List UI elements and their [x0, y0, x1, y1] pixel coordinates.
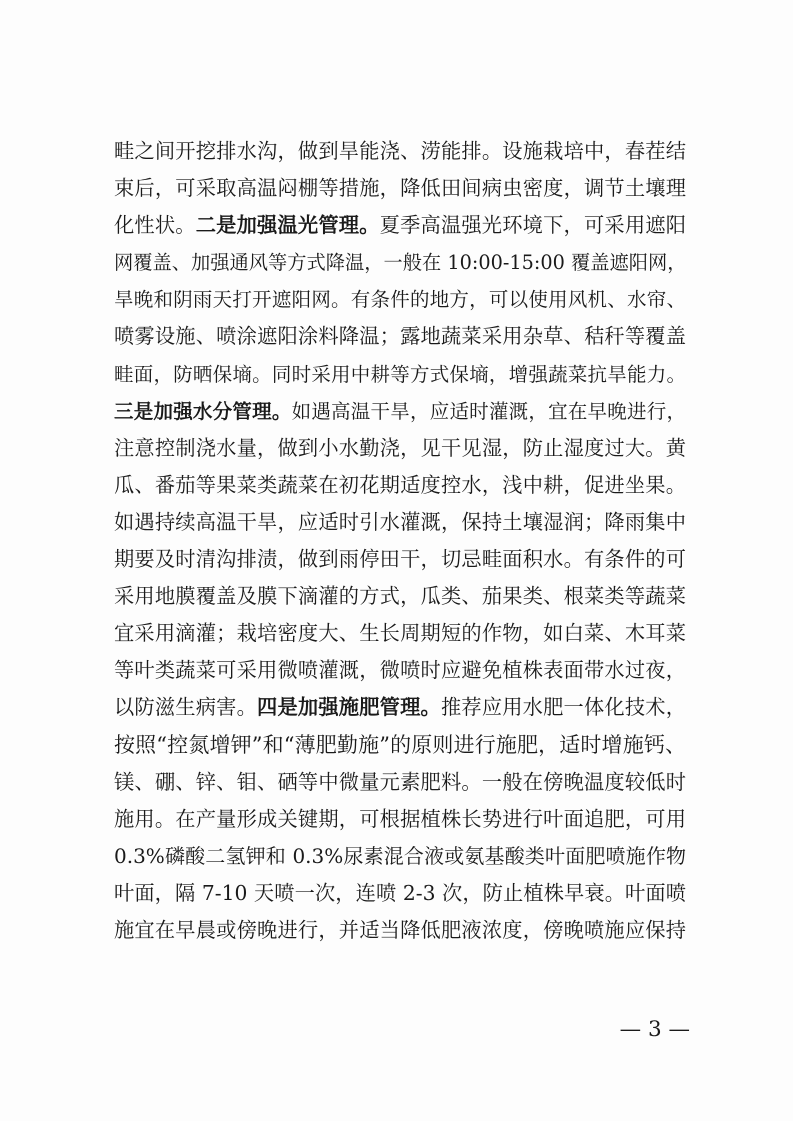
text-line	[114, 838, 686, 875]
page-number: — 3 —	[619, 1017, 690, 1042]
text-segment: 夏季高温强光环境下，可采用遮阳	[379, 213, 686, 238]
text-line	[114, 318, 686, 355]
text-segment: 以防滋生病害。	[114, 695, 258, 720]
text-line	[114, 689, 686, 726]
text-segment: 瓜、番茄等果菜类蔬菜在初花期适度控水，浅中耕，促进坐果。	[114, 472, 686, 497]
text-line	[114, 356, 686, 393]
bold-heading-phrase: 二是加强温光管理。	[195, 213, 380, 238]
bold-heading-phrase: 四是加强施肥管理。	[257, 695, 441, 720]
bold-heading-phrase: 三是加强水分管理。	[114, 399, 292, 423]
text-segment: 推荐应用水肥一体化技术，	[440, 695, 686, 720]
text-line	[114, 652, 686, 689]
text-line	[114, 541, 686, 578]
text-line	[114, 207, 686, 244]
text-segment: 期要及时清沟排渍，做到雨停田干，切忌畦面积水。有条件的可	[114, 547, 686, 572]
text-segment: 如遇高温干旱，应适时灌溉，宜在早晚进行，	[291, 399, 686, 423]
text-segment: 注意控制浇水量，做到小水勤浇，见干见湿，防止湿度过大。黄	[114, 435, 686, 460]
text-line	[114, 615, 686, 652]
text-segment: 采用地膜覆盖及膜下滴灌的方式，瓜类、茄果类、根菜类等蔬菜	[114, 584, 686, 609]
text-line	[114, 430, 686, 467]
text-segment: 束后，可采取高温闷棚等措施，降低田间病虫密度，调节土壤理	[114, 176, 686, 201]
text-segment: 按照“控氮增钾”和“薄肥勤施”的原则进行施肥，适时增施钙、	[114, 732, 686, 757]
text-segment: 0.3%磷酸二氢钾和 0.3%尿素混合液或氨基酸类叶面肥喷施作物	[114, 843, 686, 868]
text-line	[114, 727, 686, 764]
text-line	[114, 467, 686, 504]
text-line	[114, 764, 686, 801]
text-line	[114, 170, 686, 207]
text-segment: 网覆盖、加强通风等方式降温，一般在 10:00-15:00 覆盖遮阳网，	[114, 251, 687, 275]
text-line	[114, 504, 686, 541]
text-line	[114, 912, 686, 949]
text-line	[114, 393, 686, 430]
text-line	[114, 244, 686, 281]
text-segment: 畦之间开挖排水沟，做到旱能浇、涝能排。设施栽培中，春茬结	[114, 139, 686, 163]
text-segment: 旱晚和阴雨天打开遮阳网。有条件的地方，可以使用风机、水帘、	[114, 288, 686, 312]
text-line	[114, 578, 686, 615]
text-line	[114, 133, 686, 170]
text-segment: 叶面，隔 7-10 天喷一次，连喷 2-3 次，防止植株早衰。叶面喷	[114, 880, 686, 905]
text-line	[114, 875, 686, 912]
text-line	[114, 801, 686, 838]
body-text	[114, 133, 686, 949]
text-segment: 施宜在早晨或傍晚进行，并适当降低肥液浓度，傍晚喷施应保持	[114, 917, 686, 942]
text-segment: 化性状。	[114, 213, 196, 238]
text-segment: 畦面，防晒保墒。同时采用中耕等方式保墒，增强蔬菜抗旱能力。	[114, 362, 686, 386]
text-segment: 等叶类蔬菜可采用微喷灌溉，微喷时应避免植株表面带水过夜，	[114, 658, 686, 683]
text-segment: 宜采用滴灌；栽培密度大、生长周期短的作物，如白菜、木耳菜	[114, 621, 686, 646]
text-segment: 镁、硼、锌、钼、硒等中微量元素肥料。一般在傍晚温度较低时	[114, 769, 686, 794]
text-line	[114, 281, 686, 318]
text-segment: 如遇持续高温干旱，应适时引水灌溉，保持土壤湿润；降雨集中	[114, 509, 686, 534]
text-segment: 施用。在产量形成关键期，可根据植株长势进行叶面追肥，可用	[114, 806, 686, 831]
text-segment: 喷雾设施、喷涂遮阳涂料降温；露地蔬菜采用杂草、秸秆等覆盖	[114, 324, 686, 349]
